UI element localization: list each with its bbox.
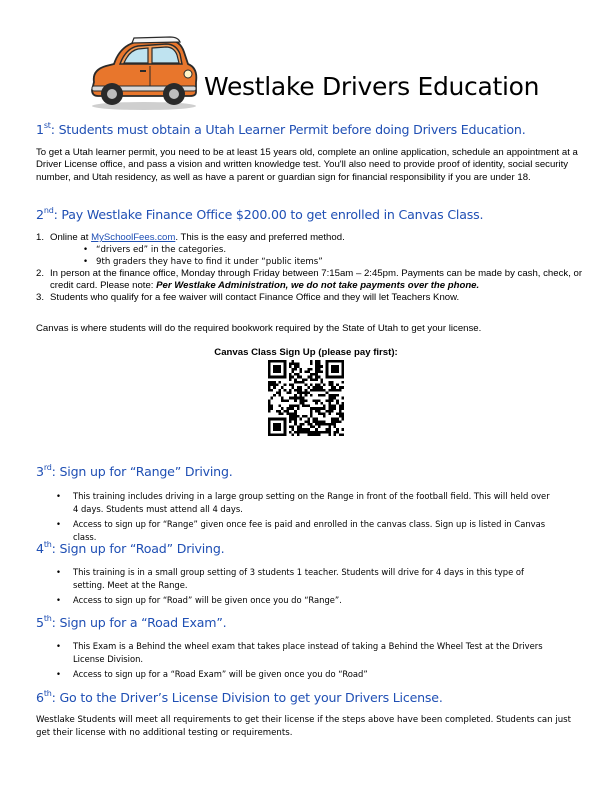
sub-item-text: “drivers ed” in the categories.: [96, 245, 227, 255]
ordinal-suffix: nd: [43, 206, 54, 215]
ordinal-suffix: st: [43, 121, 51, 130]
canvas-note: Canvas is where students will do the required bookwork required by the State of Utah to get your license.: [36, 323, 482, 334]
page-title: Westlake Drivers Education: [204, 72, 540, 101]
step-5-bullets: [56, 640, 556, 684]
list-item: [56, 594, 556, 607]
list-item-text: This Exam is a Behind the wheel exam that takes place instead of taking a Behind the Wheel Test at the Drivers License Division.: [73, 641, 543, 664]
step-heading-text: : Sign up for “Road” Driving.: [51, 541, 225, 556]
step-number: 3: [36, 464, 44, 479]
step-heading-text: : Pay Westlake Finance Office $200.00 to get enrolled in Canvas Class.: [53, 207, 484, 222]
list-item-text: . This is the easy and preferred method.: [175, 232, 345, 243]
sub-list-item: [36, 244, 584, 256]
list-item-text: In person at the finance office, Monday through Friday between 7:15am – 2:45pm. Payments can be made by cash, check, or credit card. Please note:: [50, 268, 583, 291]
list-item-text: Access to sign up for “Road” will be given once you do “Range”.: [73, 595, 342, 606]
step-number: 1: [36, 122, 44, 137]
sub-item-text: 9th graders they have to find it under “public items”: [96, 257, 323, 267]
step-heading-text: : Sign up for “Range” Driving.: [51, 464, 233, 479]
sub-list-item: [36, 256, 584, 268]
step-5-heading: [36, 614, 226, 630]
list-number: 3.: [36, 292, 45, 303]
list-item: [36, 292, 584, 304]
step-heading-text: : Go to the Driver’s License Division to get your Drivers License.: [51, 690, 443, 705]
step-3-bullets: [56, 490, 556, 546]
bullet-icon: •: [56, 595, 61, 606]
step-heading-text: : Sign up for a “Road Exam”.: [51, 615, 227, 630]
step-4-bullets: [56, 566, 556, 610]
list-number: 2.: [36, 268, 45, 279]
list-item: [36, 232, 584, 244]
step-2-heading: [36, 206, 483, 222]
qr-caption: Canvas Class Sign Up (please pay first):: [214, 347, 398, 358]
list-item-text: This training is in a small group setting of 3 students 1 teacher. Students will drive for 4 days in this type of setting. Meet at the Range.: [73, 567, 524, 590]
step-heading-text: : Students must obtain a Utah Learner Permit before doing Drivers Education.: [50, 122, 526, 137]
step-number: 5: [36, 615, 44, 630]
list-item: [56, 640, 556, 665]
ordinal-suffix: th: [43, 540, 52, 549]
list-item-text: Access to sign up for “Range” given once fee is paid and enrolled in the canvas class. Sign up is listed in Canvas class.: [73, 519, 546, 542]
list-item: [56, 490, 556, 515]
step-number: 6: [36, 690, 44, 705]
bullet-icon: •: [56, 641, 61, 651]
step-number: 2: [36, 207, 44, 222]
step-6-heading: [36, 689, 443, 705]
qr-code-icon[interactable]: [268, 360, 344, 436]
payment-options-list: [36, 232, 584, 304]
bullet-icon: •: [56, 519, 61, 530]
ordinal-suffix: rd: [43, 463, 52, 472]
step-1-body: To get a Utah learner permit, you need to be at least 15 years old, complete an online application, schedule an appointment at a Driver License office, and pass a vision and written knowledge test. You'll also need to provide proof of identity, social security number, and Utah residency, as well as have a parent or guardian sign for financial responsibility if you are under 18.: [36, 147, 578, 183]
list-item-text: Access to sign up for a “Road Exam” will be given once you do “Road”: [73, 669, 368, 680]
list-number: 1.: [36, 232, 45, 243]
car-icon: [84, 30, 202, 112]
bullet-icon: •: [56, 669, 61, 680]
step-number: 4: [36, 541, 44, 556]
bullet-icon: •: [83, 245, 89, 255]
bullet-icon: •: [56, 567, 61, 577]
payment-note: Per Westlake Administration, we do not take payments over the phone.: [156, 280, 480, 291]
myschoolfees-link[interactable]: MySchoolFees.com: [91, 232, 176, 243]
list-item: [56, 668, 556, 681]
ordinal-suffix: th: [43, 689, 52, 698]
step-3-heading: [36, 463, 233, 479]
step-1-heading: [36, 121, 526, 137]
list-item: [36, 268, 584, 292]
list-item-text: Students who qualify for a fee waiver will contact Finance Office and they will let Teachers Know.: [50, 292, 460, 303]
step-6-body: Westlake Students will meet all requirements to get their license if the steps above have been completed. Students can just get their license with no additional testing or requirements.: [36, 715, 572, 738]
bullet-icon: •: [83, 257, 89, 267]
bullet-icon: •: [56, 491, 61, 501]
list-item: [56, 566, 556, 591]
list-item-text: This training includes driving in a large group setting on the Range in front of the football field. This will held over 4 days. Students must attend all 4 days.: [73, 491, 550, 514]
step-4-heading: [36, 540, 224, 556]
list-item-text: Online at: [50, 232, 92, 243]
ordinal-suffix: th: [43, 614, 52, 623]
